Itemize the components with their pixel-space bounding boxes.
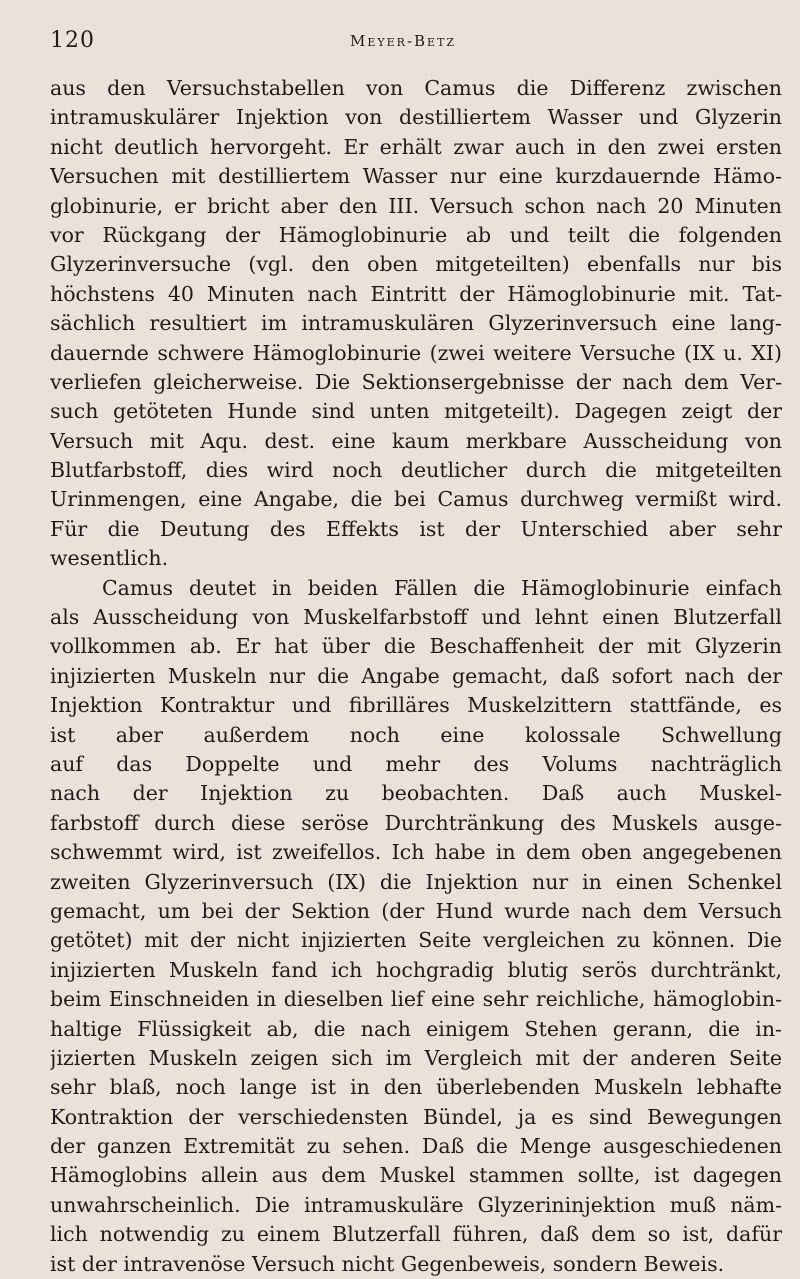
text-line: zweiten Glyzerinversuch (IX) die Injektion nur in einen Schenkel: [50, 869, 782, 894]
text-line: intramuskulärer Injektion von destilliertem Wasser und Glyzerin: [50, 105, 782, 130]
text-line: wesentlich.: [50, 546, 169, 571]
text-line: gemacht, um bei der Sektion (der Hund wurde nach dem Versuch: [50, 898, 782, 923]
page-number: 120: [50, 28, 95, 53]
text-line: Camus deutet in beiden Fällen die Hämoglobinurie einfach: [102, 575, 782, 600]
text-line: Blutfarbstoff, dies wird noch deutlicher durch die mitgeteilten: [50, 458, 782, 483]
text-line: injizierten Muskeln nur die Angabe gemacht, daß sofort nach der: [50, 663, 782, 688]
text-line: Versuch mit Aqu. dest. eine kaum merkbare Ausscheidung von: [50, 428, 782, 453]
text-line: unwahrscheinlich. Die intramuskuläre Glyzerininjektion muß näm-: [50, 1192, 782, 1217]
text-line: Kontraktion der verschiedensten Bündel, ja es sind Bewegungen: [50, 1104, 782, 1129]
text-line: vollkommen ab. Er hat über die Beschaffenheit der mit Glyzerin: [50, 634, 782, 659]
text-line: getötet) mit der nicht injizierten Seite vergleichen zu können. Die: [50, 928, 782, 953]
text-line: beim Einschneiden in dieselben lief eine sehr reichliche, hämoglobin-: [50, 987, 782, 1012]
text-line: nach der Injektion zu beobachten. Daß auch Muskel-: [50, 781, 782, 806]
page-header: [50, 26, 782, 56]
text-line: lich notwendig zu einem Blutzerfall führen, daß dem so ist, dafür: [50, 1222, 782, 1247]
text-line: Glyzerinversuche (vgl. den oben mitgeteilten) ebenfalls nur bis: [50, 252, 782, 277]
text-line: haltige Flüssigkeit ab, die nach einigem Stehen gerann, die in-: [50, 1016, 782, 1041]
text-line: globinurie, er bricht aber den III. Versuch schon nach 20 Minuten: [50, 193, 782, 218]
text-line: Injektion Kontraktur und fibrilläres Muskelzittern stattfände, es: [50, 693, 782, 718]
text-line: vor Rückgang der Hämoglobinurie ab und teilt die folgenden: [50, 222, 782, 247]
text-line: Versuchen mit destilliertem Wasser nur eine kurzdauernde Hämo-: [50, 164, 782, 189]
text-line: schwemmt wird, ist zweifellos. Ich habe in dem oben angegebenen: [50, 840, 782, 865]
text-line: Für die Deutung des Effekts ist der Unterschied aber sehr: [50, 516, 782, 541]
text-line: such getöteten Hunde sind unten mitgeteilt). Dagegen zeigt der: [50, 399, 782, 424]
text-line: höchstens 40 Minuten nach Eintritt der Hämoglobinurie mit. Tat-: [50, 281, 782, 306]
text-line: injizierten Muskeln fand ich hochgradig blutig serös durchtränkt,: [50, 957, 782, 982]
text-line: ist aber außerdem noch eine kolossale Schwellung: [50, 722, 782, 747]
text-line: auf das Doppelte und mehr des Volums nachträglich: [50, 751, 782, 776]
body-text: [50, 74, 782, 1279]
text-line: verliefen gleicherweise. Die Sektionsergebnisse der nach dem Ver-: [50, 369, 782, 394]
text-line: dauernde schwere Hämoglobinurie (zwei weitere Versuche (IX u. XI): [50, 340, 782, 365]
text-line: der ganzen Extremität zu sehen. Daß die Menge ausgeschiedenen: [50, 1134, 782, 1159]
text-line: aus den Versuchstabellen von Camus die Differenz zwischen: [50, 76, 782, 100]
text-line: sehr blaß, noch lange ist in den überlebenden Muskeln lebhafte: [50, 1075, 782, 1100]
text-line: sächlich resultiert im intramuskulären Glyzerinversuch eine lang-: [50, 311, 782, 336]
running-head: Meyer-Betz: [350, 32, 457, 50]
text-line: jizierten Muskeln zeigen sich im Vergleich mit der anderen Seite: [50, 1045, 782, 1070]
text-line: Urinmengen, eine Angabe, die bei Camus durchweg vermißt wird.: [50, 487, 782, 512]
text-line: ist der intravenöse Versuch nicht Gegenbeweis, sondern Beweis.: [50, 1251, 725, 1276]
text-line: als Ausscheidung von Muskelfarbstoff und lehnt einen Blutzerfall: [50, 605, 782, 630]
text-line: Hämoglobins allein aus dem Muskel stammen sollte, ist dagegen: [50, 1163, 782, 1188]
text-line: nicht deutlich hervorgeht. Er erhält zwar auch in den zwei ersten: [50, 134, 782, 159]
text-line: farbstoff durch diese seröse Durchtränkung des Muskels ausge-: [50, 810, 782, 835]
